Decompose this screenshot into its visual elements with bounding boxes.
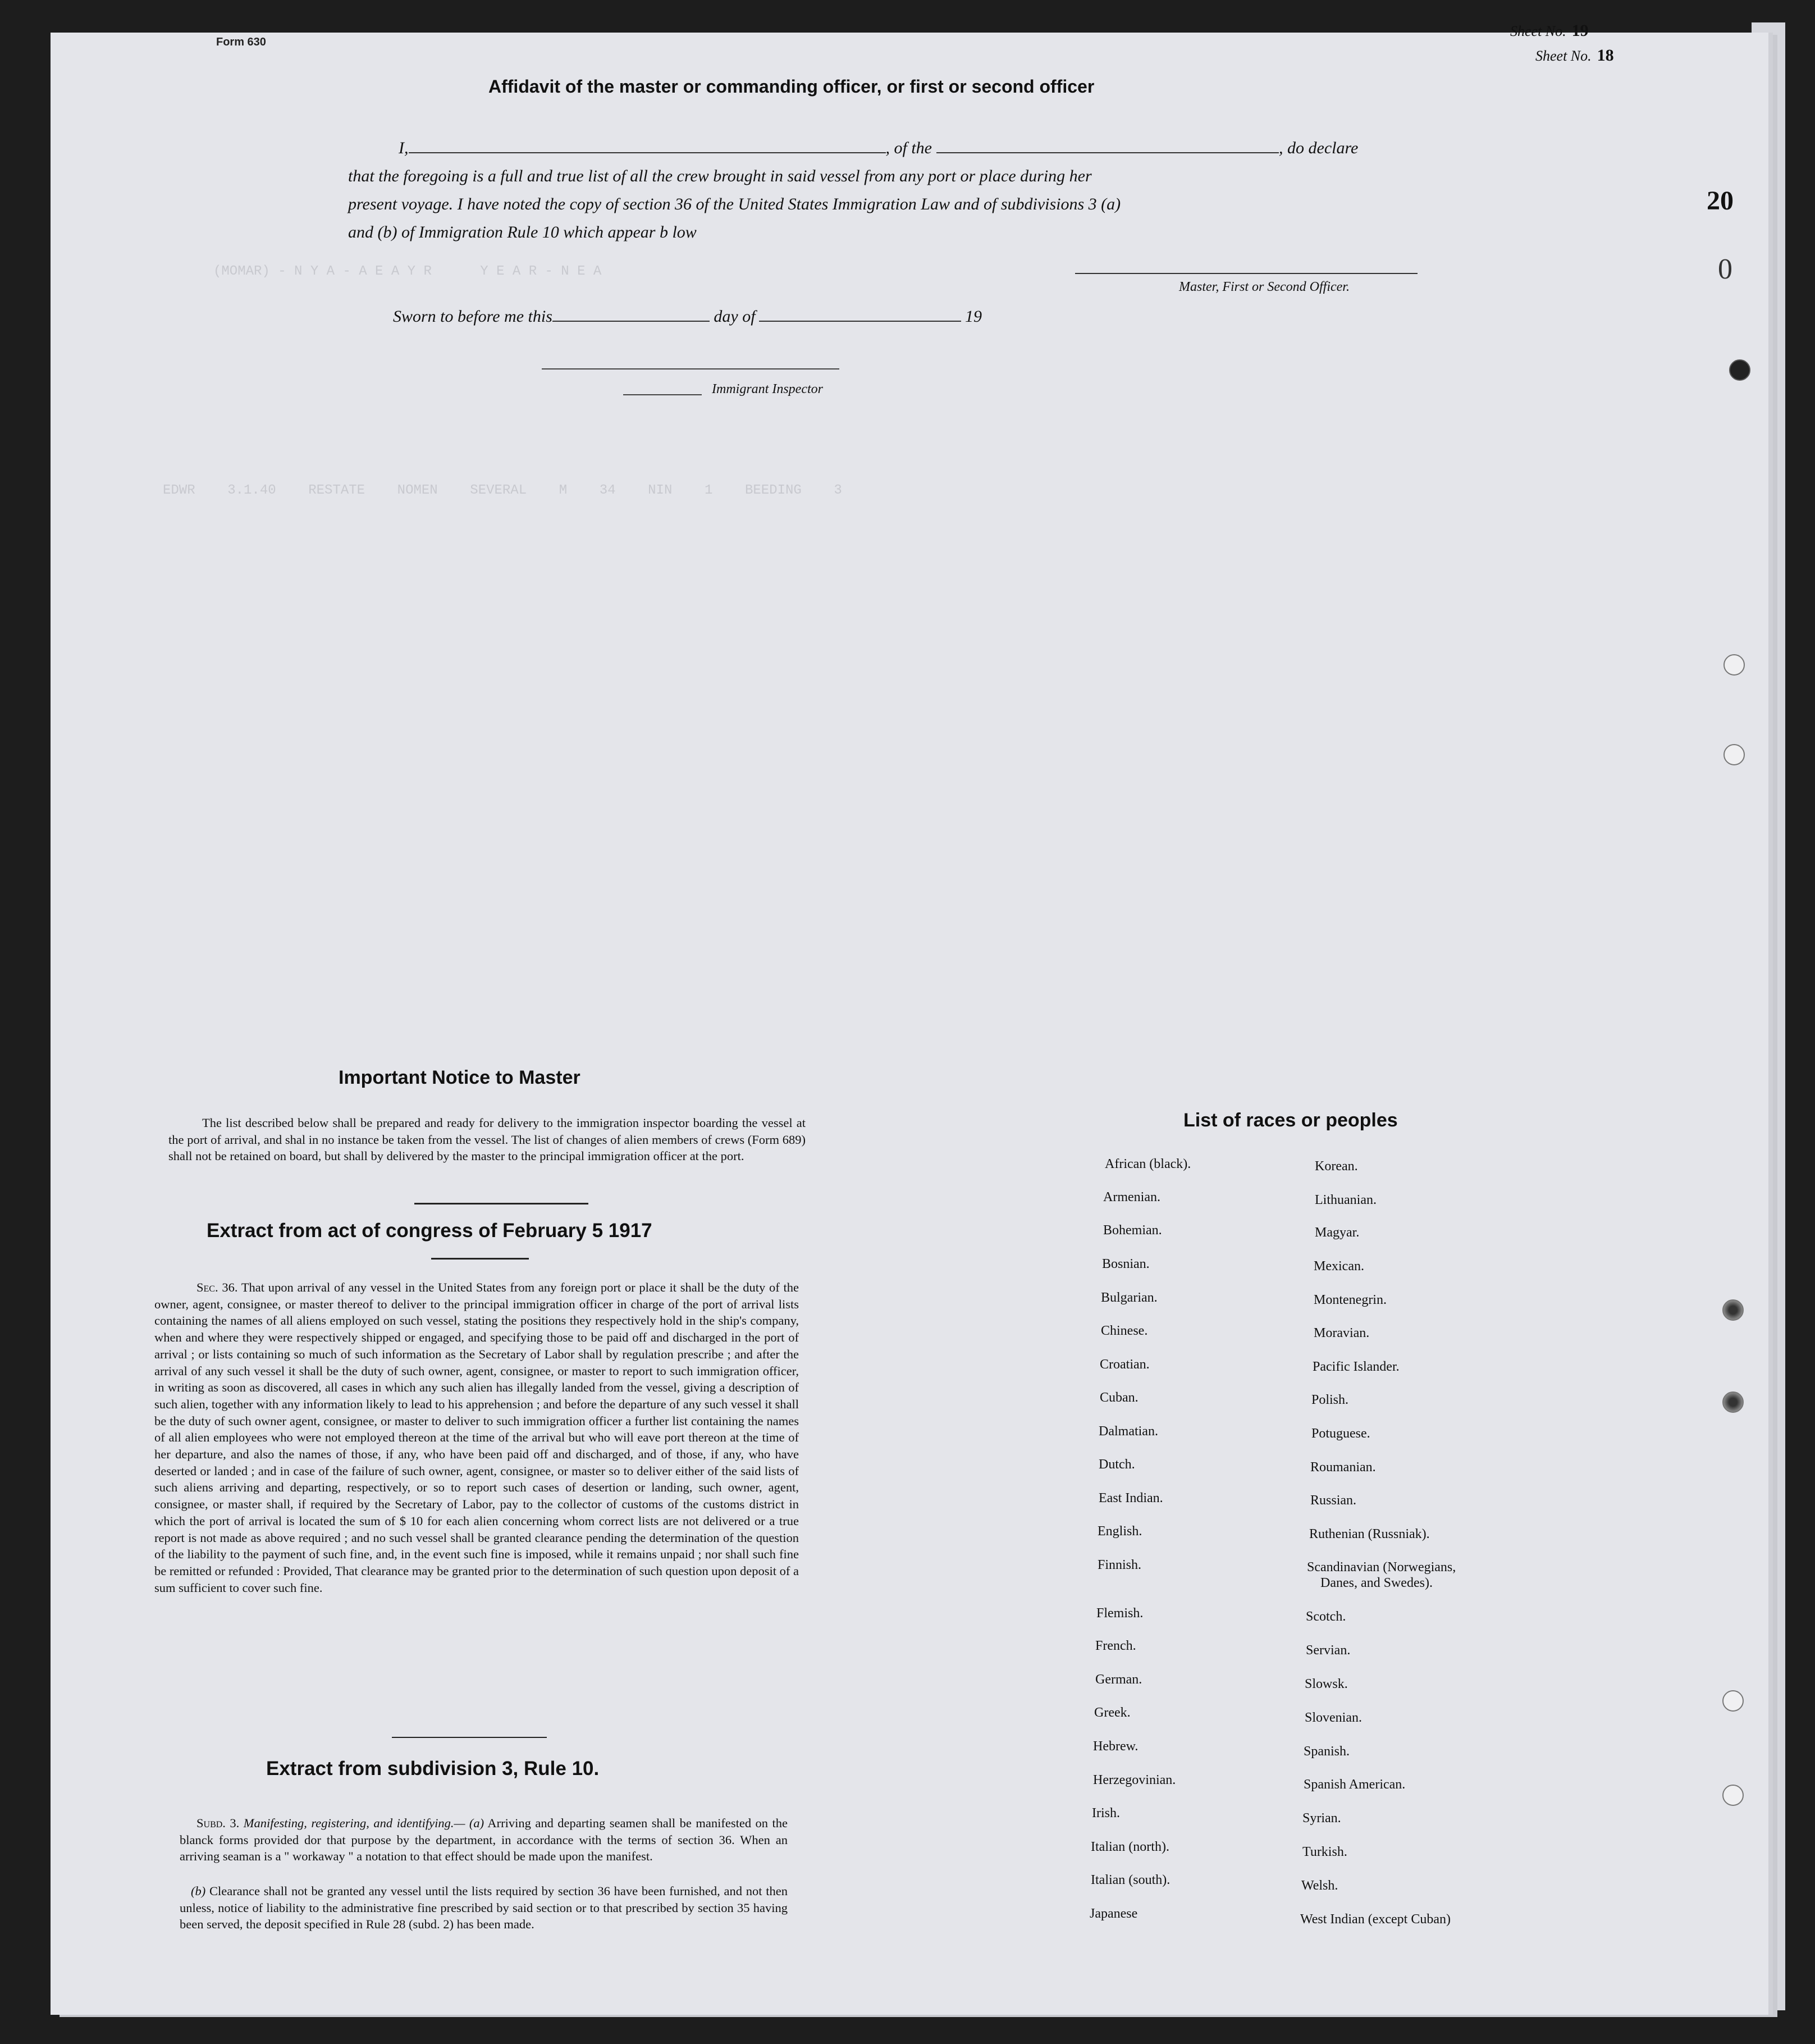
- race-item: Spanish.: [1304, 1744, 1350, 1759]
- section-label: Sec. 36.: [196, 1280, 238, 1294]
- section-body: That upon arrival of any vessel in the United States from any foreign port or place it shall be the duty of the owner, agent, consignee, or master thereof to deliver to the principal immigration officer in charge of the port of arrival lists containing the names of all aliens employed on such vessel, stating the positions they respectively hold in the ship's company, when and where they were respectively shipped or engaged, and specifying those to be paid off and discharged in the port of arrival ; or lists containing so much of such information as the Secretary of Labor shall by regulation prescribe ; and after the arrival of any such vessel it shall be the duty of such owner, agent, consignee, or master to report to such immigration officer, in writing as soon as discovered, all cases in which any such alien has illegally landed from the vessel, giving a description of such alien, together with any information likely to lead to his apprehension ; and before the departure of any such vessel it shall be the duty of such owner agent, consignee, or master to deliver to such immigration officer a further list containing the names of all alien employees who were not employed thereon at the time of the arrival but who will eave port thereon at the time of her departure, and also the names of those, if any, who have been paid off and discharged, and of those, if any, who have deserted or landed ; and in case of the failure of such owner, agent, consignee, or master so to deliver either of the said lists of such aliens arriving and departing, respectively, or so to report such cases of desertion or landing, such owner, agent, consignee, or master shall, if required by the Secretary of Labor, pay to the collector of customs of the customs district in which the port of arrival is located the sum of $ 10 for each alien concerning whom correct lists are not delivered or a true report is not made as above required ; and no such vessel shall be granted clearance pending the determination of the question of the liability to the payment of such fine, and, in the event such fine is imposed, while it remains unpaid ; nor shall such fine be remitted or refunded : Provided, That clearance may be granted prior to the determination of such question upon deposit of a sum sufficient to cover such fine.: [154, 1280, 799, 1595]
- race-item: Irish.: [1092, 1806, 1120, 1821]
- sworn-day-field[interactable]: [552, 321, 710, 322]
- race-item: Scotch.: [1306, 1609, 1346, 1624]
- binder-hole-icon: [1722, 1391, 1744, 1413]
- vessel-name-field[interactable]: [936, 152, 1279, 153]
- race-item: Croatian.: [1100, 1357, 1150, 1372]
- race-item: Greek.: [1094, 1705, 1131, 1720]
- race-item: Welsh.: [1301, 1878, 1338, 1893]
- race-item: Roumanian.: [1310, 1460, 1376, 1475]
- binder-hole-icon: [1723, 654, 1745, 676]
- race-item: English.: [1098, 1524, 1142, 1539]
- race-item: Lithuanian.: [1315, 1193, 1377, 1207]
- race-item: Polish.: [1311, 1393, 1349, 1407]
- margin-mark-1: 20: [1707, 186, 1734, 216]
- rule-extract-title: Extract from subdivision 3, Rule 10.: [266, 1758, 600, 1780]
- sheet-number-label: Sheet No.: [1535, 48, 1592, 64]
- sworn-line: [393, 301, 982, 332]
- race-item: Finnish.: [1098, 1558, 1142, 1572]
- master-signature-caption: Master, First or Second Officer.: [1179, 280, 1350, 294]
- race-item: Slovenian.: [1305, 1710, 1362, 1725]
- subdivision-body-b: Clearance shall not be granted any vessel until the lists required by section 36 have been furnished, and not then unless, notice of liability to the administrative fine prescribed by said section or to that prescribed by section 35 having been served, the deposit specified in Rule 28 (subd. 2) has been made.: [180, 1884, 788, 1932]
- sheet-number-1: [1510, 21, 1589, 40]
- affidavit-declare-label: , do declare: [1279, 139, 1359, 157]
- race-item: Montenegrin.: [1314, 1293, 1387, 1307]
- affidavit-of-the-label: , of the: [885, 139, 932, 157]
- binder-hole-icon: [1729, 359, 1750, 381]
- race-item: African (black).: [1105, 1157, 1191, 1171]
- race-item: Pacific Islander.: [1313, 1359, 1400, 1374]
- race-item: East Indian.: [1099, 1491, 1163, 1505]
- race-item: Syrian.: [1302, 1811, 1341, 1826]
- race-item: Slowsk.: [1305, 1677, 1348, 1691]
- section-divider: [414, 1203, 588, 1204]
- section-divider: [431, 1258, 529, 1260]
- binder-hole-icon: [1722, 1299, 1744, 1321]
- act-extract-text: [154, 1279, 799, 1596]
- year-label: 19: [965, 307, 982, 326]
- race-item: Magyar.: [1315, 1225, 1360, 1240]
- affidavit-body-2: present voyage. I have noted the copy of section 36 of the United States Immigration Law and of subdivisions 3 (a): [348, 195, 1121, 213]
- race-item: Moravian.: [1314, 1326, 1370, 1340]
- race-item: Korean.: [1315, 1159, 1358, 1174]
- race-item: Dalmatian.: [1099, 1424, 1158, 1439]
- race-item: Danes, and Swedes).: [1320, 1576, 1433, 1590]
- race-item: Potuguese.: [1311, 1426, 1370, 1441]
- sheet-number-2: [1535, 46, 1614, 65]
- race-item: Bulgarian.: [1101, 1290, 1158, 1305]
- rule-extract-text-a: [180, 1815, 788, 1865]
- subdivision-label: Subd. 3.: [196, 1816, 240, 1830]
- race-item: Italian (south).: [1091, 1873, 1171, 1887]
- rule-extract-text-b: [180, 1883, 788, 1933]
- subdivision-b-label: (b): [191, 1884, 206, 1898]
- race-item: Spanish American.: [1304, 1777, 1406, 1792]
- sheet-number-value: 19: [1571, 21, 1589, 40]
- race-item: Mexican.: [1314, 1259, 1364, 1274]
- affidavit-body-3: and (b) of Immigration Rule 10 which appear b low: [348, 223, 697, 241]
- notice-text: The list described below shall be prepared and ready for delivery to the immigration inspector boarding the vessel at the port of arrival, and shal in no instance be taken from the vessel. The list of changes of alien members of crews (Form 689) shall not be retained on board, but shall by delivered by the master to the principal immigration officer at the port.: [168, 1116, 806, 1164]
- race-item: Herzegovinian.: [1093, 1773, 1176, 1787]
- race-item: Italian (north).: [1091, 1840, 1169, 1854]
- race-item: Scandinavian (Norwegians,: [1307, 1560, 1456, 1575]
- affidavit-i-label: I,: [399, 139, 409, 157]
- bleed-through-row: EDWR 3.1.40 RESTATE NOMEN SEVERAL M 34 NIN 1 BEEDING 3: [163, 483, 842, 498]
- race-item: Ruthenian (Russniak).: [1309, 1527, 1430, 1541]
- race-item: Flemish.: [1096, 1606, 1144, 1621]
- race-item: French.: [1095, 1639, 1136, 1653]
- affidavit-title: Affidavit of the master or commanding officer, or first or second officer: [488, 76, 1095, 97]
- day-of-label: day of: [714, 307, 756, 326]
- master-signature-line[interactable]: [1075, 273, 1418, 274]
- race-item: Hebrew.: [1093, 1739, 1139, 1754]
- bleed-through-row: (MOMAR) - N Y A - A E A Y R Y E A R - N E A: [213, 264, 602, 279]
- inspector-caption: Immigrant Inspector: [712, 382, 823, 396]
- race-item: Bosnian.: [1102, 1257, 1150, 1271]
- notice-title: Important Notice to Master: [339, 1067, 580, 1088]
- form-number: Form 630: [216, 36, 266, 48]
- race-item: Chinese.: [1101, 1324, 1148, 1338]
- race-item: Servian.: [1306, 1643, 1351, 1658]
- race-item: West Indian (except Cuban): [1300, 1912, 1451, 1927]
- binder-hole-icon: [1723, 744, 1745, 765]
- race-item: Turkish.: [1302, 1845, 1347, 1859]
- inspector-line-lower[interactable]: [623, 394, 702, 395]
- subdivision-heading: Manifesting, registering, and identifying.— (a): [243, 1816, 484, 1830]
- affidavit-body-1: that the foregoing is a full and true list of all the crew brought in said vessel from any port or place during her: [348, 167, 1092, 185]
- binder-hole-icon: [1722, 1785, 1744, 1806]
- race-item: Bohemian.: [1103, 1223, 1162, 1238]
- race-item: Russian.: [1310, 1493, 1357, 1508]
- races-title: List of races or peoples: [1183, 1110, 1398, 1131]
- sheet-number-label: Sheet No.: [1510, 23, 1566, 39]
- race-item: Armenian.: [1103, 1190, 1160, 1204]
- race-item: Cuban.: [1100, 1390, 1139, 1405]
- binder-hole-icon: [1722, 1690, 1744, 1712]
- act-extract-title: Extract from act of congress of February 5 1917: [207, 1220, 652, 1242]
- sheet-number-value: 18: [1597, 46, 1614, 65]
- sworn-month-field[interactable]: [759, 321, 961, 322]
- race-item: Dutch.: [1099, 1457, 1135, 1472]
- master-name-field[interactable]: [409, 152, 886, 153]
- inspector-line-upper[interactable]: [542, 368, 839, 369]
- subdivision-body-a: Arriving and departing seamen shall be manifested on the blanck forms provided dor that purpose by the department, in accordance with the terms of section 36. When an arriving seaman is a " workaway " a notation to that effect should be made upon the manifest.: [180, 1816, 788, 1864]
- race-item: German.: [1095, 1672, 1142, 1687]
- margin-mark-2: 0: [1718, 253, 1732, 285]
- race-item: Japanese: [1090, 1906, 1138, 1921]
- affidavit-declaration-line: [348, 133, 1420, 164]
- section-divider: [392, 1737, 547, 1738]
- sworn-label: Sworn to before me this: [393, 307, 552, 326]
